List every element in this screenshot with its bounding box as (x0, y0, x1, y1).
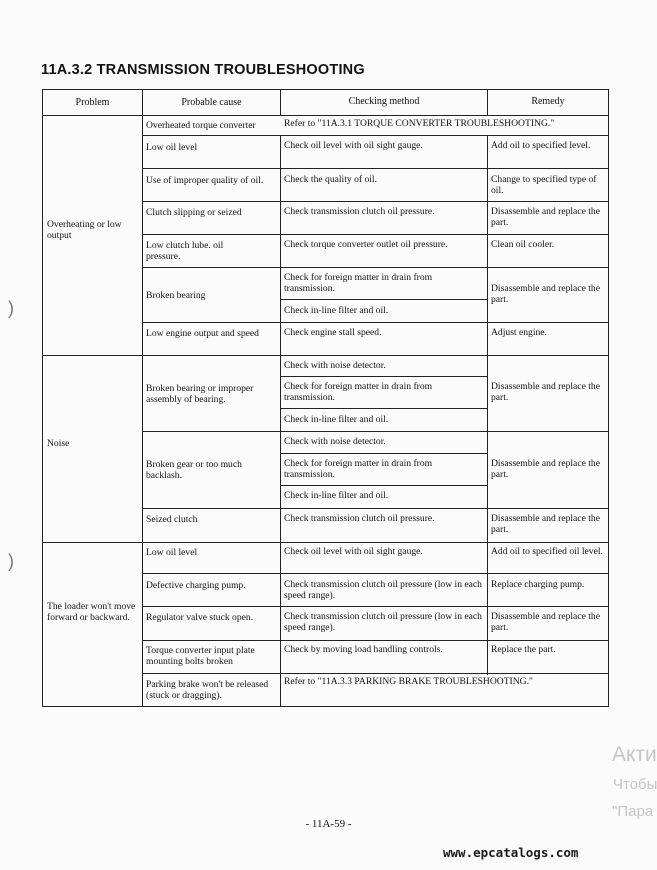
header-problem: Problem (75, 97, 110, 108)
remedy-item: Disassemble and replace the part. (491, 514, 600, 535)
remedy-item: Add oil to specified level. (491, 141, 591, 151)
check-item: Check oil level with oil sight gauge. (284, 547, 423, 557)
cause-item: Regulator valve stuck open. (146, 613, 254, 623)
remedy-item: Disassemble and replace the part. (491, 459, 600, 480)
cause-item: Clutch slipping or seized (146, 208, 242, 218)
check-item: Check torque converter outlet oil pressure. (284, 240, 448, 250)
remedy-item: Adjust engine. (491, 328, 547, 338)
check-item: Check in-line filter and oil. (284, 491, 389, 501)
page-number: - 11A-59 - (305, 818, 352, 830)
check-item: Refer to "11A.3.1 TORQUE CONVERTER TROUBLESHOOTING." (284, 119, 555, 129)
check-item: Refer to "11A.3.3 PARKING BRAKE TROUBLESHOOTING." (284, 677, 533, 687)
check-item: Check with noise detector. (284, 437, 386, 447)
problem-no-movement: The loader won't move forward or backward. (47, 602, 136, 623)
problem-overheating: Overheating or low output (47, 220, 122, 241)
website-link[interactable]: www.epcatalogs.com (443, 845, 579, 860)
check-item: Check in-line filter and oil. (284, 415, 389, 425)
remedy-item: Disassemble and replace the part. (491, 207, 600, 228)
check-item: Check for foreign matter in drain from transmission. (284, 273, 433, 294)
check-item: Check for foreign matter in drain from transmission. (284, 382, 433, 403)
check-item: Check oil level with oil sight gauge. (284, 141, 423, 151)
cause-item: Use of improper quality of oil. (146, 176, 264, 186)
check-item: Check transmission clutch oil pressure (low in each speed range). (284, 580, 482, 601)
check-item: Check transmission clutch oil pressure. (284, 514, 435, 524)
check-item: Check the quality of oil. (284, 175, 377, 185)
section-title: 11A.3.2 TRANSMISSION TROUBLESHOOTING (41, 62, 365, 78)
header-probable-cause: Probable cause (181, 97, 242, 108)
problem-noise: Noise (47, 439, 70, 449)
cause-item: Overheated torque converter (146, 121, 256, 131)
cause-item: Low clutch lube. oil pressure. (146, 241, 224, 262)
check-item: Check for foreign matter in drain from transmission. (284, 459, 433, 480)
cause-item: Parking brake won't be released (stuck or dragging). (146, 680, 269, 701)
remedy-item: Add oil to specified oil level. (491, 547, 603, 557)
header-checking-method: Checking method (348, 96, 420, 107)
check-item: Check transmission clutch oil pressure. (284, 207, 435, 217)
check-item: Check with noise detector. (284, 361, 386, 371)
punch-mark: ) (8, 551, 14, 571)
cause-item: Broken bearing or improper assembly of bearing. (146, 384, 254, 405)
remedy-item: Replace the part. (491, 645, 556, 655)
cause-item: Broken bearing (146, 291, 206, 301)
punch-mark: ) (8, 298, 14, 318)
header-remedy: Remedy (531, 96, 565, 107)
remedy-item: Clean oil cooler. (491, 240, 555, 250)
cause-item: Seized clutch (146, 515, 198, 525)
check-item: Check engine stall speed. (284, 328, 382, 338)
watermark-line: "Пара (612, 803, 654, 820)
watermark-line: Чтобы (613, 776, 657, 793)
check-item: Check transmission clutch oil pressure (low in each speed range). (284, 612, 482, 633)
remedy-item: Disassemble and replace the part. (491, 382, 600, 403)
remedy-item: Change to specified type of oil. (491, 175, 597, 196)
cause-item: Low oil level (146, 143, 198, 153)
check-item: Check in-line filter and oil. (284, 306, 389, 316)
cause-item: Low oil level (146, 548, 198, 558)
cause-item: Low engine output and speed (146, 329, 259, 339)
remedy-item: Disassemble and replace the part. (491, 284, 600, 305)
remedy-item: Replace charging pump. (491, 580, 585, 590)
remedy-item: Disassemble and replace the part. (491, 612, 600, 633)
cause-item: Torque converter input plate mounting bolts broken (146, 646, 255, 667)
check-item: Check by moving load handling controls. (284, 645, 443, 655)
cause-item: Broken gear or too much backlash. (146, 460, 242, 481)
watermark-line: Акти (612, 743, 657, 766)
cause-item: Defective charging pump. (146, 581, 246, 591)
